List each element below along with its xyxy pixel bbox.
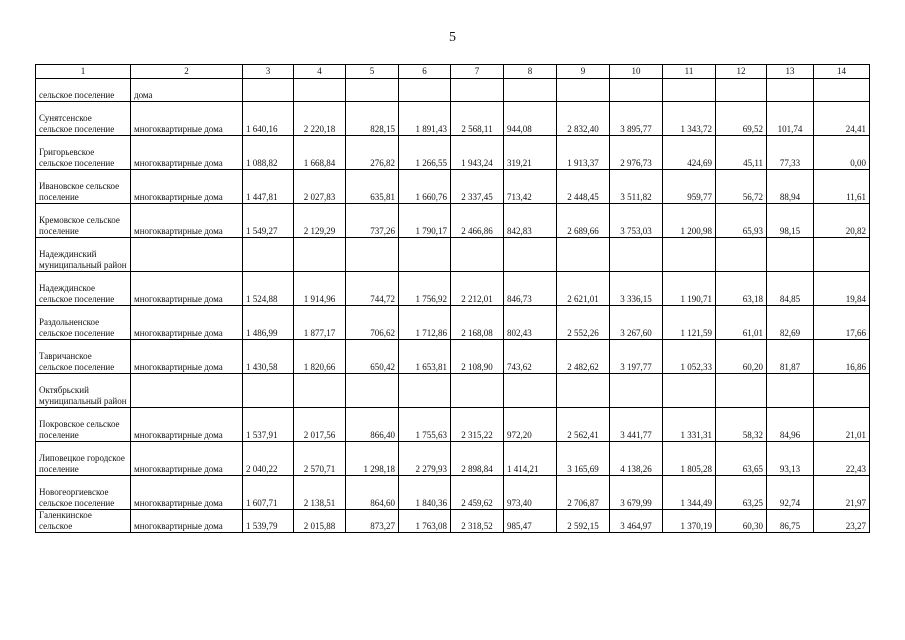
value-cell: 1 200,98 <box>663 204 716 238</box>
value-cell: 63,18 <box>716 272 767 306</box>
value-cell <box>294 79 346 102</box>
housing-type-cell: многоквартирные дома <box>131 408 243 442</box>
value-cell: 2 592,15 <box>557 510 610 533</box>
value-cell <box>504 79 557 102</box>
housing-type-cell: многоквартирные дома <box>131 170 243 204</box>
table-row <box>36 408 870 442</box>
value-cell: 92,74 <box>767 476 814 510</box>
settlement-name-cell: Новогеоргиевское сельское поселение <box>36 476 131 510</box>
value-cell: 1 891,43 <box>399 102 451 136</box>
value-cell <box>243 238 294 272</box>
value-cell <box>294 374 346 408</box>
value-cell <box>716 238 767 272</box>
value-cell: 985,47 <box>504 510 557 533</box>
column-header: 8 <box>504 65 557 79</box>
value-cell: 744,72 <box>346 272 399 306</box>
value-cell: 65,93 <box>716 204 767 238</box>
value-cell: 2 552,26 <box>557 306 610 340</box>
value-cell: 101,74 <box>767 102 814 136</box>
value-cell: 1 840,36 <box>399 476 451 510</box>
value-cell <box>346 238 399 272</box>
value-cell <box>814 374 870 408</box>
value-cell: 56,72 <box>716 170 767 204</box>
table-row <box>36 306 870 340</box>
value-cell <box>663 79 716 102</box>
value-cell: 1 805,28 <box>663 442 716 476</box>
value-cell: 828,15 <box>346 102 399 136</box>
housing-type-cell <box>131 238 243 272</box>
column-header: 4 <box>294 65 346 79</box>
value-cell <box>504 374 557 408</box>
value-cell: 1 914,96 <box>294 272 346 306</box>
settlement-name-cell: Раздольненское сельское поселение <box>36 306 131 340</box>
settlement-name-cell: Покровское сельское поселение <box>36 408 131 442</box>
settlement-name-cell: Надеждинское сельское поселение <box>36 272 131 306</box>
value-cell: 743,62 <box>504 340 557 374</box>
table-row <box>36 102 870 136</box>
settlement-name-cell: Липовецкое городское поселение <box>36 442 131 476</box>
value-cell <box>767 79 814 102</box>
value-cell: 19,84 <box>814 272 870 306</box>
value-cell <box>346 374 399 408</box>
value-cell: 650,42 <box>346 340 399 374</box>
header-row <box>36 65 870 79</box>
value-cell: 1 712,86 <box>399 306 451 340</box>
value-cell: 2 108,90 <box>451 340 504 374</box>
value-cell: 2 138,51 <box>294 476 346 510</box>
housing-type-cell: многоквартирные дома <box>131 442 243 476</box>
value-cell <box>451 374 504 408</box>
settlement-name-cell: Тавричанское сельское поселение <box>36 340 131 374</box>
value-cell: 3 441,77 <box>610 408 663 442</box>
value-cell: 3 267,60 <box>610 306 663 340</box>
value-cell: 3 464,97 <box>610 510 663 533</box>
value-cell: 3 336,15 <box>610 272 663 306</box>
value-cell: 84,85 <box>767 272 814 306</box>
value-cell <box>716 374 767 408</box>
settlement-name-cell: сельское поселение <box>36 79 131 102</box>
housing-type-cell: дома <box>131 79 243 102</box>
value-cell <box>504 238 557 272</box>
value-cell: 11,61 <box>814 170 870 204</box>
value-cell: 2 562,41 <box>557 408 610 442</box>
value-cell: 1 539,79 <box>243 510 294 533</box>
value-cell: 1 660,76 <box>399 170 451 204</box>
column-header: 11 <box>663 65 716 79</box>
housing-type-cell <box>131 374 243 408</box>
value-cell <box>610 374 663 408</box>
column-header: 14 <box>814 65 870 79</box>
value-cell: 3 753,03 <box>610 204 663 238</box>
value-cell <box>814 79 870 102</box>
value-cell: 2 621,01 <box>557 272 610 306</box>
value-cell: 4 138,26 <box>610 442 663 476</box>
value-cell: 21,97 <box>814 476 870 510</box>
value-cell: 61,01 <box>716 306 767 340</box>
value-cell: 866,40 <box>346 408 399 442</box>
value-cell: 2 466,86 <box>451 204 504 238</box>
value-cell: 2 898,84 <box>451 442 504 476</box>
value-cell: 88,94 <box>767 170 814 204</box>
value-cell: 77,33 <box>767 136 814 170</box>
value-cell: 319,21 <box>504 136 557 170</box>
value-cell: 2 279,93 <box>399 442 451 476</box>
value-cell <box>716 79 767 102</box>
value-cell: 1 370,19 <box>663 510 716 533</box>
value-cell: 3 511,82 <box>610 170 663 204</box>
table-row <box>36 204 870 238</box>
value-cell: 2 129,29 <box>294 204 346 238</box>
tariff-table <box>35 64 870 533</box>
table-row <box>36 510 870 533</box>
value-cell: 1 763,08 <box>399 510 451 533</box>
value-cell: 2 448,45 <box>557 170 610 204</box>
value-cell: 3 679,99 <box>610 476 663 510</box>
value-cell: 63,25 <box>716 476 767 510</box>
value-cell <box>610 238 663 272</box>
value-cell: 45,11 <box>716 136 767 170</box>
housing-type-cell: многоквартирные дома <box>131 272 243 306</box>
housing-type-cell: многоквартирные дома <box>131 204 243 238</box>
value-cell: 1 640,16 <box>243 102 294 136</box>
value-cell <box>399 238 451 272</box>
value-cell: 16,86 <box>814 340 870 374</box>
table-row <box>36 374 870 408</box>
value-cell <box>610 79 663 102</box>
value-cell: 1 524,88 <box>243 272 294 306</box>
value-cell: 1 052,33 <box>663 340 716 374</box>
value-cell: 86,75 <box>767 510 814 533</box>
value-cell <box>814 238 870 272</box>
value-cell: 2 318,52 <box>451 510 504 533</box>
value-cell: 81,87 <box>767 340 814 374</box>
value-cell: 2 212,01 <box>451 272 504 306</box>
column-header: 3 <box>243 65 294 79</box>
value-cell: 2 015,88 <box>294 510 346 533</box>
value-cell: 2 482,62 <box>557 340 610 374</box>
value-cell: 1 190,71 <box>663 272 716 306</box>
value-cell <box>767 238 814 272</box>
value-cell: 1 447,81 <box>243 170 294 204</box>
settlement-name-cell: Ивановское сельское поселение <box>36 170 131 204</box>
value-cell: 2 168,08 <box>451 306 504 340</box>
value-cell: 2 337,45 <box>451 170 504 204</box>
settlement-name-cell: Кремовское сельское поселение <box>36 204 131 238</box>
value-cell: 802,43 <box>504 306 557 340</box>
table-row <box>36 238 870 272</box>
value-cell: 84,96 <box>767 408 814 442</box>
value-cell: 1 653,81 <box>399 340 451 374</box>
value-cell: 424,69 <box>663 136 716 170</box>
value-cell: 1 121,59 <box>663 306 716 340</box>
value-cell: 2 976,73 <box>610 136 663 170</box>
value-cell: 1 668,84 <box>294 136 346 170</box>
value-cell: 2 315,22 <box>451 408 504 442</box>
value-cell <box>294 238 346 272</box>
housing-type-cell: многоквартирные дома <box>131 306 243 340</box>
value-cell: 58,32 <box>716 408 767 442</box>
value-cell: 873,27 <box>346 510 399 533</box>
value-cell: 2 459,62 <box>451 476 504 510</box>
value-cell: 864,60 <box>346 476 399 510</box>
value-cell: 2 706,87 <box>557 476 610 510</box>
column-header: 12 <box>716 65 767 79</box>
value-cell: 1 755,63 <box>399 408 451 442</box>
settlement-name-cell: Сунятсенское сельское поселение <box>36 102 131 136</box>
value-cell: 22,43 <box>814 442 870 476</box>
value-cell: 1 486,99 <box>243 306 294 340</box>
value-cell: 60,20 <box>716 340 767 374</box>
value-cell <box>451 79 504 102</box>
value-cell: 972,20 <box>504 408 557 442</box>
value-cell <box>243 79 294 102</box>
housing-type-cell: многоквартирные дома <box>131 136 243 170</box>
value-cell: 842,83 <box>504 204 557 238</box>
value-cell: 1 820,66 <box>294 340 346 374</box>
column-header: 1 <box>36 65 131 79</box>
value-cell: 1 943,24 <box>451 136 504 170</box>
value-cell <box>557 238 610 272</box>
housing-type-cell: многоквартирные дома <box>131 510 243 533</box>
value-cell <box>557 79 610 102</box>
value-cell: 713,42 <box>504 170 557 204</box>
value-cell: 2 027,83 <box>294 170 346 204</box>
column-header: 5 <box>346 65 399 79</box>
value-cell: 20,82 <box>814 204 870 238</box>
value-cell: 1 756,92 <box>399 272 451 306</box>
column-header: 9 <box>557 65 610 79</box>
value-cell: 635,81 <box>346 170 399 204</box>
value-cell <box>451 238 504 272</box>
value-cell: 1 088,82 <box>243 136 294 170</box>
value-cell: 1 344,49 <box>663 476 716 510</box>
value-cell: 24,41 <box>814 102 870 136</box>
value-cell: 98,15 <box>767 204 814 238</box>
value-cell: 1 331,31 <box>663 408 716 442</box>
value-cell: 2 220,18 <box>294 102 346 136</box>
value-cell: 846,73 <box>504 272 557 306</box>
value-cell: 1 430,58 <box>243 340 294 374</box>
value-cell <box>663 238 716 272</box>
settlement-name-cell: Октябрьский муниципальный район <box>36 374 131 408</box>
column-header: 7 <box>451 65 504 79</box>
value-cell <box>557 374 610 408</box>
value-cell: 3 197,77 <box>610 340 663 374</box>
value-cell: 2 689,66 <box>557 204 610 238</box>
value-cell <box>346 79 399 102</box>
value-cell: 17,66 <box>814 306 870 340</box>
value-cell: 1 266,55 <box>399 136 451 170</box>
value-cell: 3 895,77 <box>610 102 663 136</box>
value-cell: 0,00 <box>814 136 870 170</box>
value-cell: 21,01 <box>814 408 870 442</box>
table-row <box>36 136 870 170</box>
value-cell: 2 570,71 <box>294 442 346 476</box>
settlement-name-cell: Надеждинский муниципальный район <box>36 238 131 272</box>
value-cell <box>663 374 716 408</box>
value-cell: 737,26 <box>346 204 399 238</box>
value-cell: 706,62 <box>346 306 399 340</box>
value-cell: 93,13 <box>767 442 814 476</box>
table-row <box>36 340 870 374</box>
value-cell: 69,52 <box>716 102 767 136</box>
value-cell <box>399 374 451 408</box>
value-cell: 1 343,72 <box>663 102 716 136</box>
settlement-name-cell: Григорьевское сельское поселение <box>36 136 131 170</box>
table-row <box>36 170 870 204</box>
table-row <box>36 476 870 510</box>
value-cell <box>399 79 451 102</box>
value-cell <box>767 374 814 408</box>
table-row <box>36 272 870 306</box>
value-cell: 82,69 <box>767 306 814 340</box>
value-cell: 1 607,71 <box>243 476 294 510</box>
value-cell: 1 537,91 <box>243 408 294 442</box>
value-cell: 2 568,11 <box>451 102 504 136</box>
value-cell: 23,27 <box>814 510 870 533</box>
value-cell: 1 298,18 <box>346 442 399 476</box>
page-number: 5 <box>449 30 456 45</box>
value-cell: 276,82 <box>346 136 399 170</box>
value-cell: 2 832,40 <box>557 102 610 136</box>
housing-type-cell: многоквартирные дома <box>131 476 243 510</box>
value-cell: 63,65 <box>716 442 767 476</box>
value-cell: 1 877,17 <box>294 306 346 340</box>
column-header: 2 <box>131 65 243 79</box>
settlement-name-cell: Галенкинское сельское <box>36 510 131 533</box>
value-cell: 944,08 <box>504 102 557 136</box>
value-cell: 1 790,17 <box>399 204 451 238</box>
column-header: 10 <box>610 65 663 79</box>
housing-type-cell: многоквартирные дома <box>131 102 243 136</box>
value-cell: 1 414,21 <box>504 442 557 476</box>
table-row <box>36 79 870 102</box>
column-header: 13 <box>767 65 814 79</box>
value-cell: 60,30 <box>716 510 767 533</box>
housing-type-cell: многоквартирные дома <box>131 340 243 374</box>
column-header: 6 <box>399 65 451 79</box>
value-cell: 2 017,56 <box>294 408 346 442</box>
value-cell: 959,77 <box>663 170 716 204</box>
value-cell: 1 549,27 <box>243 204 294 238</box>
value-cell <box>243 374 294 408</box>
value-cell: 2 040,22 <box>243 442 294 476</box>
value-cell: 3 165,69 <box>557 442 610 476</box>
value-cell: 973,40 <box>504 476 557 510</box>
value-cell: 1 913,37 <box>557 136 610 170</box>
table-row <box>36 442 870 476</box>
